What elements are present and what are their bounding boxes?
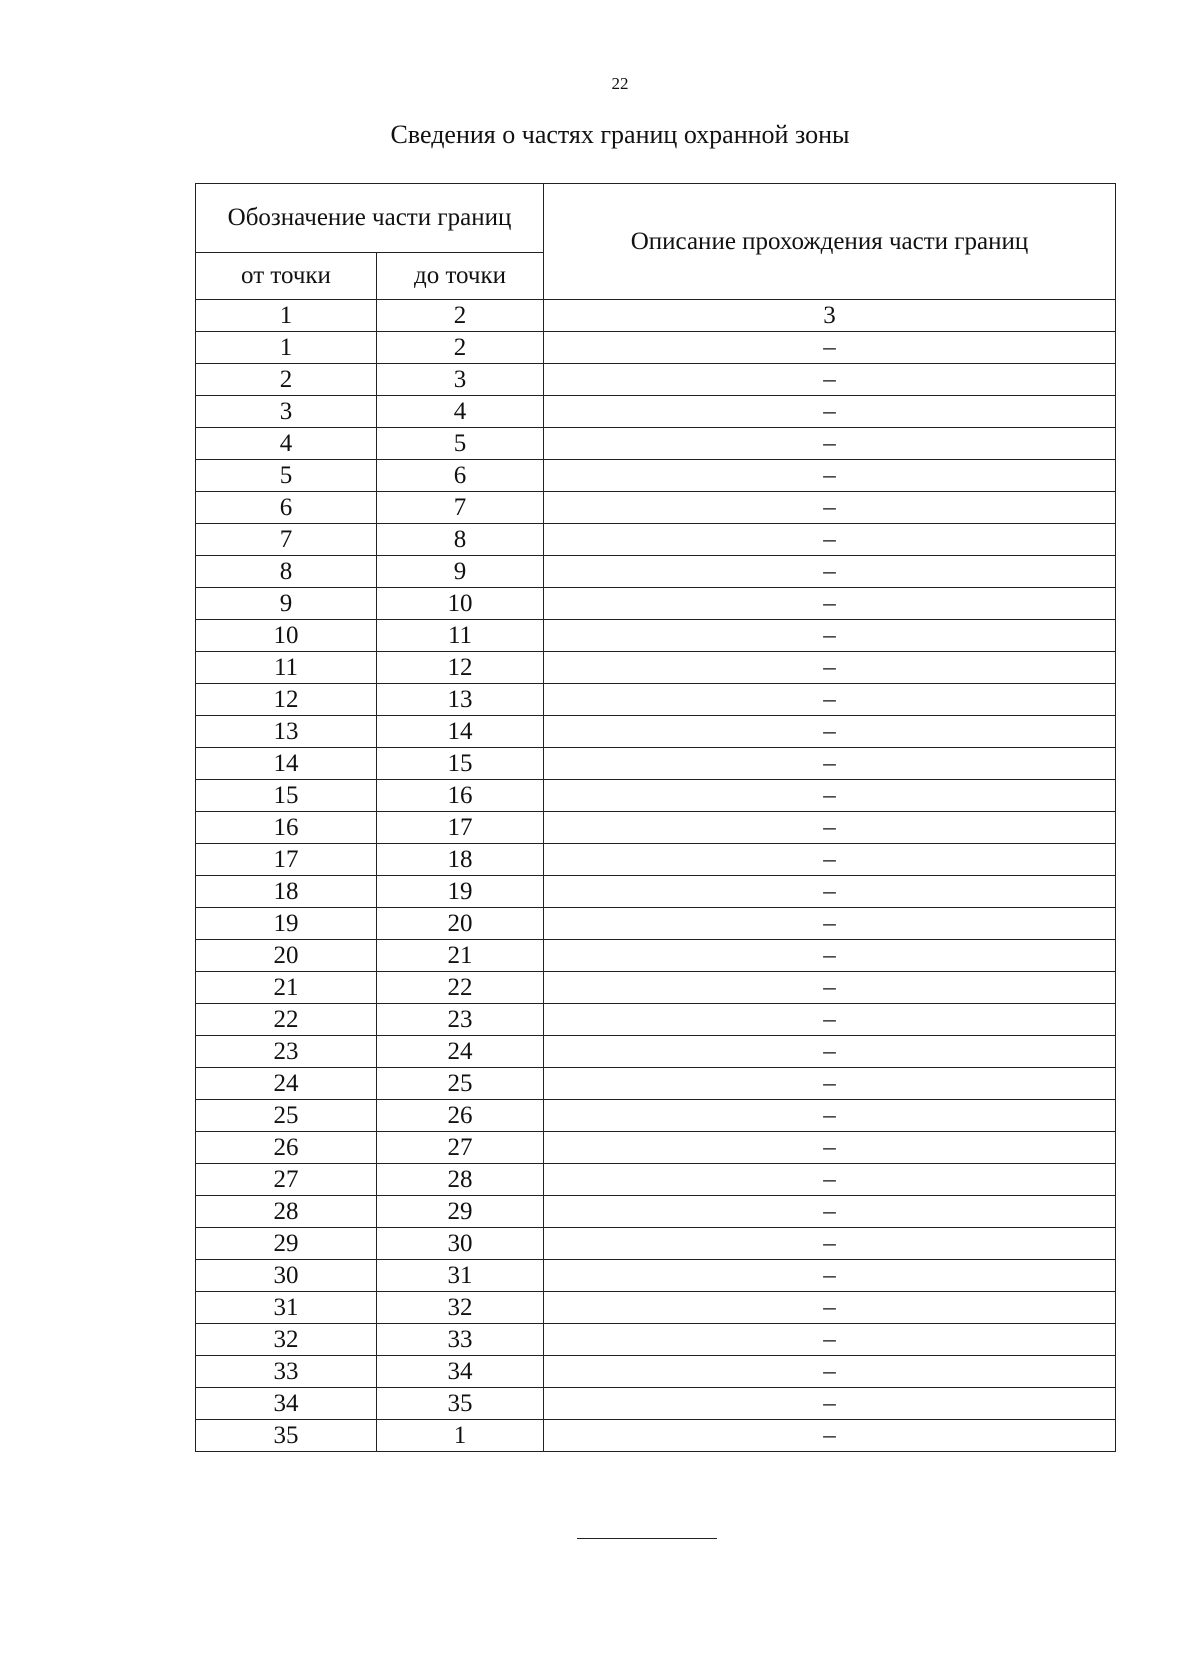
- table-row: [196, 1196, 1116, 1228]
- cell-description: –: [544, 1292, 1116, 1324]
- table-row: [196, 332, 1116, 364]
- cell-from-point: 23: [196, 1036, 377, 1068]
- column-number: 1: [196, 300, 377, 332]
- cell-from-point: 14: [196, 748, 377, 780]
- table-row: [196, 1228, 1116, 1260]
- cell-from-point: 20: [196, 940, 377, 972]
- cell-to-point: 24: [377, 1036, 544, 1068]
- cell-from-point: 25: [196, 1100, 377, 1132]
- cell-description: –: [544, 908, 1116, 940]
- cell-from-point: 32: [196, 1324, 377, 1356]
- cell-to-point: 9: [377, 556, 544, 588]
- cell-description: –: [544, 524, 1116, 556]
- table-row: [196, 1260, 1116, 1292]
- cell-from-point: 5: [196, 460, 377, 492]
- cell-from-point: 11: [196, 652, 377, 684]
- cell-from-point: 35: [196, 1420, 377, 1452]
- cell-description: –: [544, 940, 1116, 972]
- table-body: [196, 300, 1116, 1452]
- cell-description: –: [544, 556, 1116, 588]
- cell-to-point: 33: [377, 1324, 544, 1356]
- header-boundary-description: Описание прохождения части границ: [544, 184, 1116, 300]
- cell-from-point: 26: [196, 1132, 377, 1164]
- cell-from-point: 4: [196, 428, 377, 460]
- cell-from-point: 29: [196, 1228, 377, 1260]
- cell-from-point: 9: [196, 588, 377, 620]
- table-row: [196, 1324, 1116, 1356]
- boundary-parts-table: [195, 183, 1116, 1452]
- cell-to-point: 15: [377, 748, 544, 780]
- table-row: [196, 1100, 1116, 1132]
- cell-description: –: [544, 748, 1116, 780]
- cell-description: –: [544, 780, 1116, 812]
- cell-from-point: 24: [196, 1068, 377, 1100]
- cell-from-point: 8: [196, 556, 377, 588]
- header-to-point: до точки: [377, 253, 544, 300]
- table-row: [196, 972, 1116, 1004]
- cell-description: –: [544, 684, 1116, 716]
- cell-to-point: 31: [377, 1260, 544, 1292]
- cell-description: –: [544, 588, 1116, 620]
- cell-description: –: [544, 1420, 1116, 1452]
- cell-to-point: 3: [377, 364, 544, 396]
- cell-to-point: 10: [377, 588, 544, 620]
- table-row: [196, 812, 1116, 844]
- column-number: 3: [544, 300, 1116, 332]
- cell-description: –: [544, 396, 1116, 428]
- cell-description: –: [544, 1260, 1116, 1292]
- cell-to-point: 17: [377, 812, 544, 844]
- cell-description: –: [544, 332, 1116, 364]
- header-boundary-part-designation: Обозначение части границ: [196, 184, 544, 253]
- cell-to-point: 32: [377, 1292, 544, 1324]
- cell-from-point: 18: [196, 876, 377, 908]
- table-row: [196, 780, 1116, 812]
- cell-from-point: 31: [196, 1292, 377, 1324]
- cell-description: –: [544, 716, 1116, 748]
- cell-to-point: 4: [377, 396, 544, 428]
- cell-description: –: [544, 1004, 1116, 1036]
- cell-to-point: 2: [377, 332, 544, 364]
- table-row: [196, 844, 1116, 876]
- table-row: [196, 588, 1116, 620]
- cell-to-point: 26: [377, 1100, 544, 1132]
- cell-from-point: 3: [196, 396, 377, 428]
- cell-description: –: [544, 492, 1116, 524]
- cell-from-point: 13: [196, 716, 377, 748]
- cell-description: –: [544, 844, 1116, 876]
- table-row: [196, 524, 1116, 556]
- cell-to-point: 6: [377, 460, 544, 492]
- cell-from-point: 7: [196, 524, 377, 556]
- page-title: Сведения о частях границ охранной зоны: [390, 120, 850, 149]
- cell-from-point: 22: [196, 1004, 377, 1036]
- cell-to-point: 29: [377, 1196, 544, 1228]
- cell-to-point: 7: [377, 492, 544, 524]
- table-row: [196, 1068, 1116, 1100]
- cell-description: –: [544, 652, 1116, 684]
- cell-from-point: 15: [196, 780, 377, 812]
- cell-description: –: [544, 428, 1116, 460]
- table-row: [196, 1356, 1116, 1388]
- cell-to-point: 1: [377, 1420, 544, 1452]
- cell-description: –: [544, 1036, 1116, 1068]
- cell-description: –: [544, 620, 1116, 652]
- table-row: [196, 620, 1116, 652]
- column-number-row: [196, 300, 1116, 332]
- cell-description: –: [544, 1132, 1116, 1164]
- cell-to-point: 8: [377, 524, 544, 556]
- cell-to-point: 16: [377, 780, 544, 812]
- cell-to-point: 11: [377, 620, 544, 652]
- cell-from-point: 30: [196, 1260, 377, 1292]
- cell-to-point: 14: [377, 716, 544, 748]
- page-number: 22: [611, 74, 629, 93]
- table-row: [196, 748, 1116, 780]
- cell-to-point: 34: [377, 1356, 544, 1388]
- table-row: [196, 652, 1116, 684]
- cell-from-point: 19: [196, 908, 377, 940]
- cell-description: –: [544, 1164, 1116, 1196]
- table-row: [196, 684, 1116, 716]
- cell-from-point: 28: [196, 1196, 377, 1228]
- cell-description: –: [544, 1228, 1116, 1260]
- cell-description: –: [544, 460, 1116, 492]
- cell-to-point: 12: [377, 652, 544, 684]
- cell-from-point: 34: [196, 1388, 377, 1420]
- table-row: [196, 364, 1116, 396]
- cell-from-point: 21: [196, 972, 377, 1004]
- table-row: [196, 1164, 1116, 1196]
- cell-from-point: 12: [196, 684, 377, 716]
- cell-from-point: 10: [196, 620, 377, 652]
- cell-to-point: 30: [377, 1228, 544, 1260]
- cell-to-point: 23: [377, 1004, 544, 1036]
- cell-to-point: 28: [377, 1164, 544, 1196]
- cell-description: –: [544, 1068, 1116, 1100]
- column-number: 2: [377, 300, 544, 332]
- cell-description: –: [544, 1324, 1116, 1356]
- cell-to-point: 22: [377, 972, 544, 1004]
- cell-description: –: [544, 876, 1116, 908]
- table-row: [196, 1036, 1116, 1068]
- cell-to-point: 20: [377, 908, 544, 940]
- table-row: [196, 460, 1116, 492]
- table-row: [196, 908, 1116, 940]
- cell-from-point: 1: [196, 332, 377, 364]
- cell-from-point: 2: [196, 364, 377, 396]
- cell-to-point: 19: [377, 876, 544, 908]
- cell-to-point: 27: [377, 1132, 544, 1164]
- table-row: [196, 876, 1116, 908]
- cell-from-point: 16: [196, 812, 377, 844]
- table-row: [196, 1388, 1116, 1420]
- header-from-point: от точки: [196, 253, 377, 300]
- table-row: [196, 428, 1116, 460]
- table-row: [196, 492, 1116, 524]
- table-row: [196, 1132, 1116, 1164]
- separator-line: [577, 1538, 717, 1539]
- cell-description: –: [544, 1388, 1116, 1420]
- cell-description: –: [544, 1356, 1116, 1388]
- cell-to-point: 13: [377, 684, 544, 716]
- table-row: [196, 716, 1116, 748]
- table-row: [196, 1420, 1116, 1452]
- cell-to-point: 21: [377, 940, 544, 972]
- cell-description: –: [544, 1100, 1116, 1132]
- cell-to-point: 25: [377, 1068, 544, 1100]
- cell-to-point: 35: [377, 1388, 544, 1420]
- table-row: [196, 940, 1116, 972]
- cell-description: –: [544, 1196, 1116, 1228]
- cell-description: –: [544, 812, 1116, 844]
- table-row: [196, 1004, 1116, 1036]
- table-row: [196, 556, 1116, 588]
- table-row: [196, 1292, 1116, 1324]
- cell-from-point: 6: [196, 492, 377, 524]
- cell-to-point: 18: [377, 844, 544, 876]
- cell-to-point: 5: [377, 428, 544, 460]
- cell-from-point: 27: [196, 1164, 377, 1196]
- table-row: [196, 396, 1116, 428]
- cell-from-point: 17: [196, 844, 377, 876]
- cell-description: –: [544, 972, 1116, 1004]
- cell-description: –: [544, 364, 1116, 396]
- cell-from-point: 33: [196, 1356, 377, 1388]
